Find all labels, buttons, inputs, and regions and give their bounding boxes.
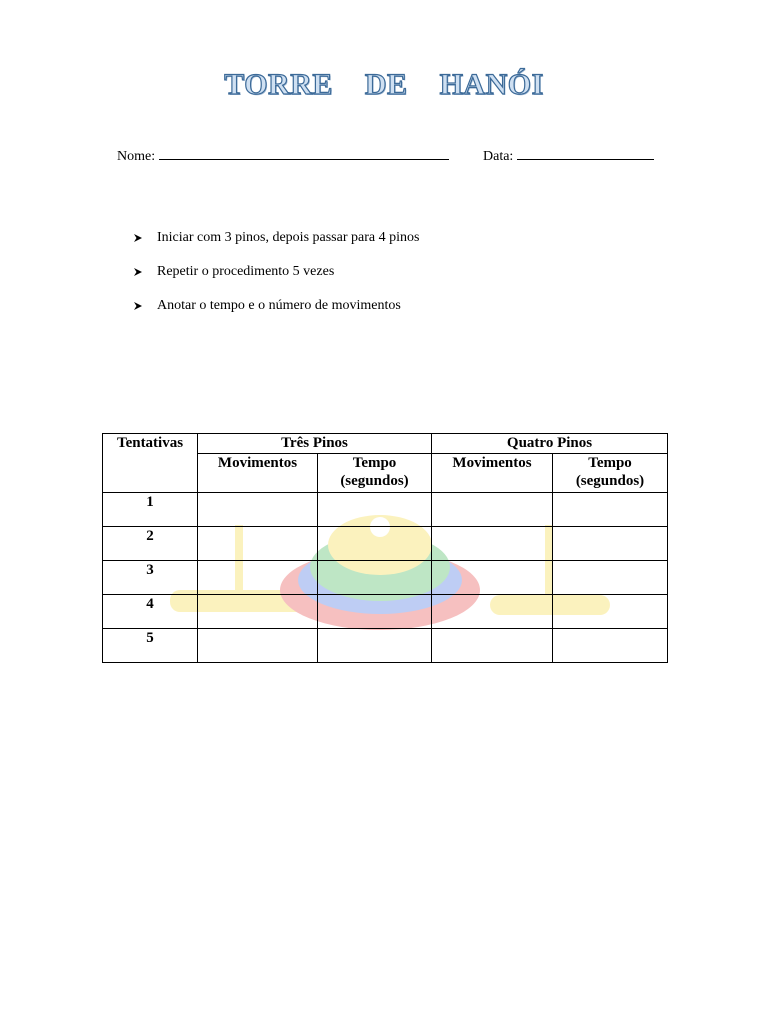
cell-moves-4[interactable] — [432, 493, 553, 527]
name-field — [110, 131, 449, 165]
list-item: Repetir o procedimento 5 vezes — [133, 264, 334, 280]
cell-time-3[interactable] — [318, 595, 432, 629]
cell-moves-4[interactable] — [432, 629, 553, 663]
four-pegs-header: Quatro Pinos — [432, 434, 668, 454]
time-header: Tempo (segundos) — [318, 454, 432, 493]
results-table — [102, 433, 668, 663]
table-row — [103, 629, 668, 663]
date-label: Data: — [483, 149, 514, 164]
arrow-bullet-icon — [133, 264, 147, 280]
attempts-header: Tentativas — [103, 434, 198, 493]
cell-time-3[interactable] — [318, 561, 432, 595]
cell-moves-3[interactable] — [198, 595, 318, 629]
cell-time-3[interactable] — [318, 493, 432, 527]
name-blank-line[interactable] — [159, 147, 449, 160]
attempt-number: 2 — [103, 527, 198, 561]
table-row — [103, 595, 668, 629]
cell-moves-3[interactable] — [198, 561, 318, 595]
page-title: TORRE DE HANÓI — [224, 68, 544, 101]
cell-time-4[interactable] — [553, 493, 668, 527]
moves-header: Movimentos — [198, 454, 318, 493]
table-row — [103, 561, 668, 595]
cell-time-3[interactable] — [318, 629, 432, 663]
attempt-number: 4 — [103, 595, 198, 629]
table-row — [103, 493, 668, 527]
cell-time-3[interactable] — [318, 527, 432, 561]
cell-time-4[interactable] — [553, 561, 668, 595]
attempt-number: 3 — [103, 561, 198, 595]
cell-moves-3[interactable] — [198, 527, 318, 561]
name-label: Nome: — [117, 149, 156, 164]
cell-time-4[interactable] — [553, 595, 668, 629]
three-pegs-header: Três Pinos — [198, 434, 432, 454]
table-row — [103, 527, 668, 561]
cell-moves-4[interactable] — [432, 527, 553, 561]
list-item: Iniciar com 3 pinos, depois passar para 4 pinos — [133, 230, 419, 246]
time-header: Tempo (segundos) — [553, 454, 668, 493]
moves-header: Movimentos — [432, 454, 553, 493]
attempt-number: 5 — [103, 629, 198, 663]
arrow-bullet-icon — [133, 230, 147, 246]
list-item: Anotar o tempo e o número de movimentos — [133, 298, 401, 314]
arrow-bullet-icon — [133, 298, 147, 314]
cell-moves-4[interactable] — [432, 561, 553, 595]
date-blank-line[interactable] — [517, 147, 654, 160]
date-field — [476, 131, 654, 165]
attempt-number: 1 — [103, 493, 198, 527]
cell-time-4[interactable] — [553, 527, 668, 561]
cell-moves-4[interactable] — [432, 595, 553, 629]
cell-moves-3[interactable] — [198, 629, 318, 663]
cell-moves-3[interactable] — [198, 493, 318, 527]
cell-time-4[interactable] — [553, 629, 668, 663]
